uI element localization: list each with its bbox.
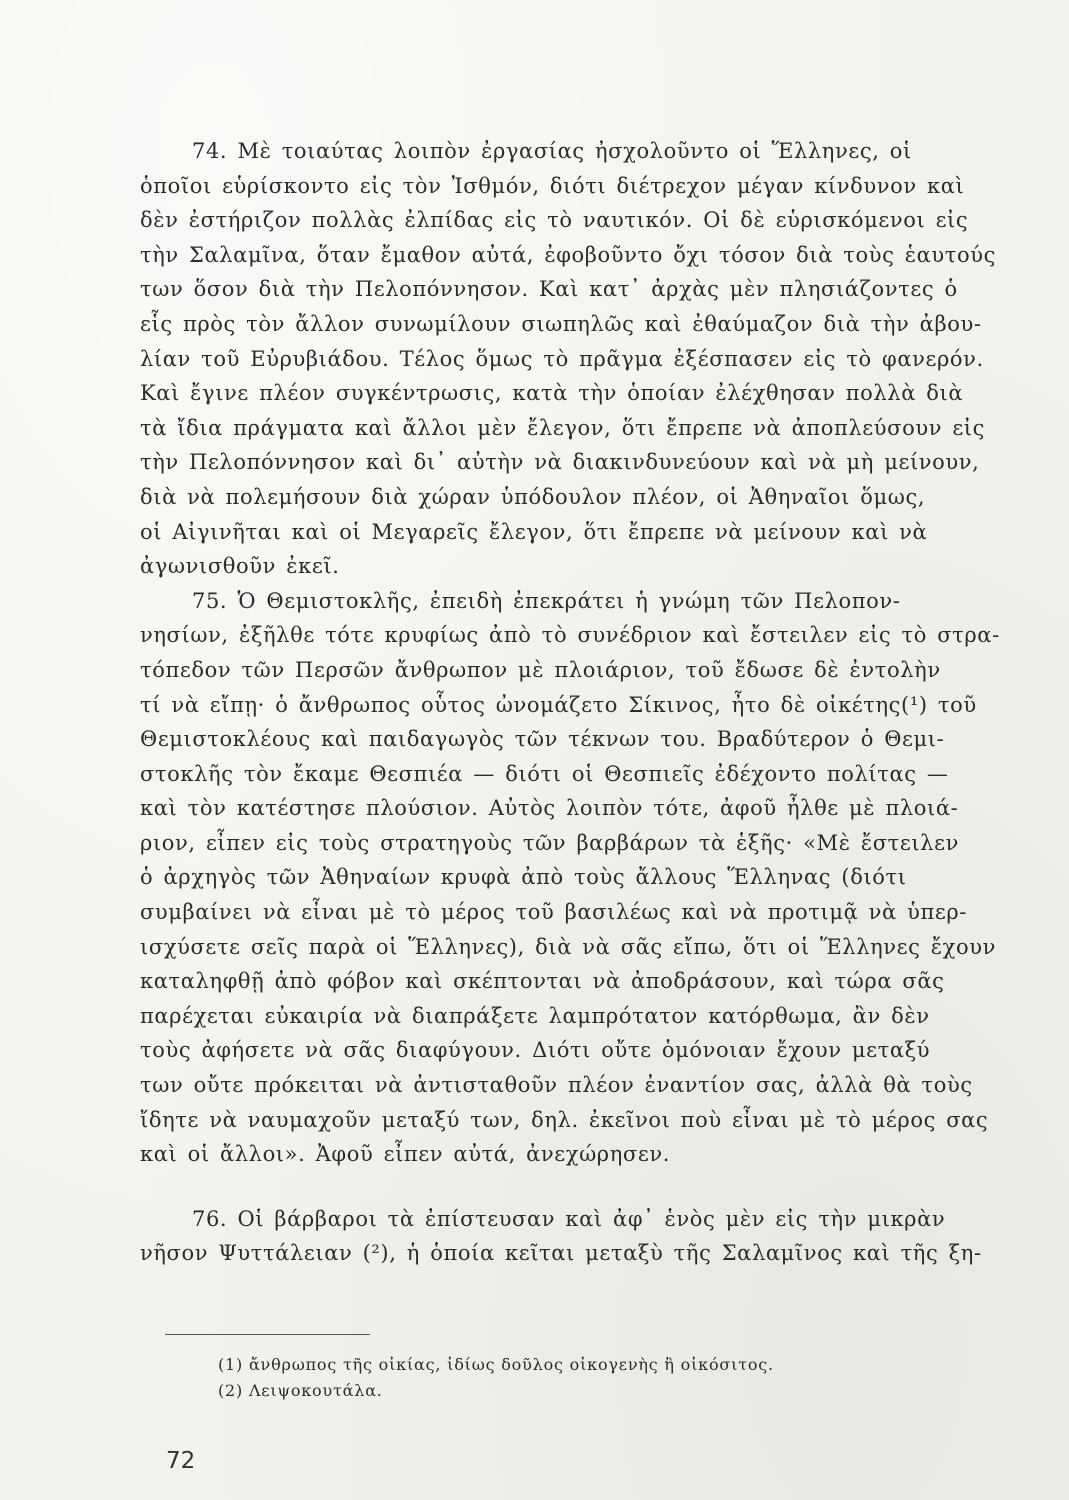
paragraph-74-line: δὲν ἐστήριζον πολλὰς ἐλπίδας εἰς τὸ ναυτικόν. Οἱ δὲ εὑρισκόμενοι εἰς: [140, 208, 969, 233]
paragraph-74-line: οἱ Αἰγινῆται καὶ οἱ Μεγαρεῖς ἔλεγον, ὅτι ἔπρεπε νὰ μείνουν καὶ νὰ: [140, 519, 928, 544]
footnote-1: (1) ἄνθρωπος τῆς οἰκίας, ἰδίως δοῦλος οἰκογενὴς ἢ οἰκόσιτος.: [218, 1355, 774, 1374]
paragraph-74-line: των ὅσον διὰ τὴν Πελοπόννησον. Καὶ κατ᾽ ἀρχὰς μὲν πλησιάζοντες ὁ: [140, 277, 958, 302]
paragraph-74-line: Καὶ ἔγινε πλέον συγκέντρωσις, κατὰ τὴν ὁποίαν ἐλέχθησαν πολλὰ διὰ: [140, 381, 964, 406]
paragraph-74-line: τὴν Πελοπόννησον καὶ δι᾽ αὐτὴν νὰ διακινδυνεύουν καὶ νὰ μὴ μείνουν,: [140, 450, 980, 475]
paragraph-74-line: ὁποῖοι εὑρίσκοντο εἰς τὸν Ἰσθμόν, διότι διέτρεχον μέγαν κίνδυνον καὶ: [140, 173, 965, 198]
paragraph-74-line: 74. Μὲ τοιαύτας λοιπὸν ἐργασίας ἠσχολοῦντο οἱ Ἕλληνες, οἱ: [192, 139, 912, 163]
paragraph-74-line: τὴν Σαλαμῖνα, ὅταν ἔμαθον αὐτά, ἐφοβοῦντο ὄχι τόσον διὰ τοὺς ἑαυτούς: [140, 242, 996, 267]
paragraph-75-line: στοκλῆς τὸν ἔκαμε Θεσπιέα — διότι οἱ Θεσπιεῖς ἐδέχοντο πολίτας —: [140, 761, 949, 786]
paragraph-75-line: συμβαίνει νὰ εἶναι μὲ τὸ μέρος τοῦ βασιλέως καὶ νὰ προτιμᾷ νὰ ὑπερ-: [140, 900, 967, 925]
paragraph-75-line: τί νὰ εἴπῃ· ὁ ἄνθρωπος οὗτος ὠνομάζετο Σίκινος, ἦτο δὲ οἰκέτης(¹) τοῦ: [140, 692, 977, 717]
paragraph-75-line: καταληφθῇ ἀπὸ φόβον καὶ σκέπτονται νὰ ἀποδράσουν, καὶ τώρα σᾶς: [140, 969, 945, 994]
paragraph-75-line: ὁ ἀρχηγὸς τῶν Ἀθηναίων κρυφὰ ἀπὸ τοὺς ἄλλους Ἕλληνας (διότι: [140, 865, 907, 890]
paragraph-75-line: καὶ τὸν κατέστησε πλούσιον. Αὐτὸς λοιπὸν τότε, ἀφοῦ ἦλθε μὲ πλοιά-: [140, 796, 959, 821]
page-number: 72: [166, 1448, 196, 1474]
footnote-2: (2) Λειψοκουτάλα.: [218, 1381, 383, 1400]
footnote-divider: [165, 1334, 370, 1335]
paragraph-75-line: τόπεδον τῶν Περσῶν ἄνθρωπον μὲ πλοιάριον, τοῦ ἔδωσε δὲ ἐντολὴν: [140, 657, 941, 682]
paragraph-76-line: 76. Οἱ βάρβαροι τὰ ἐπίστευσαν καὶ ἀφ᾽ ἑνὸς μὲν εἰς τὴν μικρὰν: [192, 1206, 946, 1231]
paragraph-75-line: ισχύσετε σεῖς παρὰ οἱ Ἕλληνες), διὰ νὰ σᾶς εἴπω, ὅτι οἱ Ἕλληνες ἔχουν: [140, 934, 996, 959]
paragraph-74-line: λίαν τοῦ Εὐρυβιάδου. Τέλος ὅμως τὸ πρᾶγμα ἐξέσπασεν εἰς τὸ φανερόν.: [140, 346, 984, 371]
paragraph-75-line: ἴδητε νὰ ναυμαχοῦν μεταξύ των, δηλ. ἐκεῖνοι ποὺ εἶναι μὲ τὸ μέρος σας: [140, 1107, 989, 1132]
body-text: [140, 134, 1000, 1271]
paragraph-gap: [140, 1172, 1000, 1202]
paragraph-75-line: Θεμιστοκλέους καὶ παιδαγωγὸς τῶν τέκνων του. Βραδύτερον ὁ Θεμι-: [140, 727, 945, 752]
paragraph-74-line: εἷς πρὸς τὸν ἄλλον συνωμίλουν σιωπηλῶς καὶ ἐθαύμαζον διὰ τὴν ἀβου-: [140, 311, 982, 336]
paragraph-74-line: διὰ νὰ πολεμήσουν διὰ χώραν ὑπόδουλον πλέον, οἱ Ἀθηναῖοι ὅμως,: [140, 484, 926, 509]
paragraph-75-line: 75. Ὁ Θεμιστοκλῆς, ἐπειδὴ ἐπεκράτει ἡ γνώμη τῶν Πελοπον-: [192, 588, 901, 613]
paragraph-75-line: νησίων, ἐξῆλθε τότε κρυφίως ἀπὸ τὸ συνέδριον καὶ ἔστειλεν εἰς τὸ στρα-: [140, 623, 1000, 648]
paragraph-75-line: τοὺς ἀφήσετε νὰ σᾶς διαφύγουν. Διότι οὔτε ὁμόνοιαν ἔχουν μεταξύ: [140, 1038, 931, 1063]
paragraph-75-line: παρέχεται εὐκαιρία νὰ διαπράξετε λαμπρότατον κατόρθωμα, ἂν δὲν: [140, 1003, 930, 1028]
footnotes: [218, 1352, 978, 1404]
paragraph-74-line: τὰ ἴδια πράγματα καὶ ἄλλοι μὲν ἔλεγον, ὅτι ἔπρεπε νὰ ἀποπλεύσουν εἰς: [140, 415, 986, 440]
paragraph-75-line: καὶ οἱ ἄλλοι». Ἀφοῦ εἶπεν αὐτά, ἀνεχώρησεν.: [140, 1142, 670, 1167]
paragraph-74-line: ἀγωνισθοῦν ἐκεῖ.: [140, 554, 340, 579]
paragraph-76-line: νῆσον Ψυττάλειαν (²), ἡ ὁποία κεῖται μεταξὺ τῆς Σαλαμῖνος καὶ τῆς ξη-: [140, 1241, 982, 1266]
paragraph-75-line: των οὔτε πρόκειται νὰ ἀντισταθοῦν πλέον ἐναντίον σας, ἀλλὰ θὰ τοὺς: [140, 1073, 973, 1098]
paragraph-75-line: ριον, εἶπεν εἰς τοὺς στρατηγοὺς τῶν βαρβάρων τὰ ἑξῆς· «Μὲ ἔστειλεν: [140, 830, 959, 855]
